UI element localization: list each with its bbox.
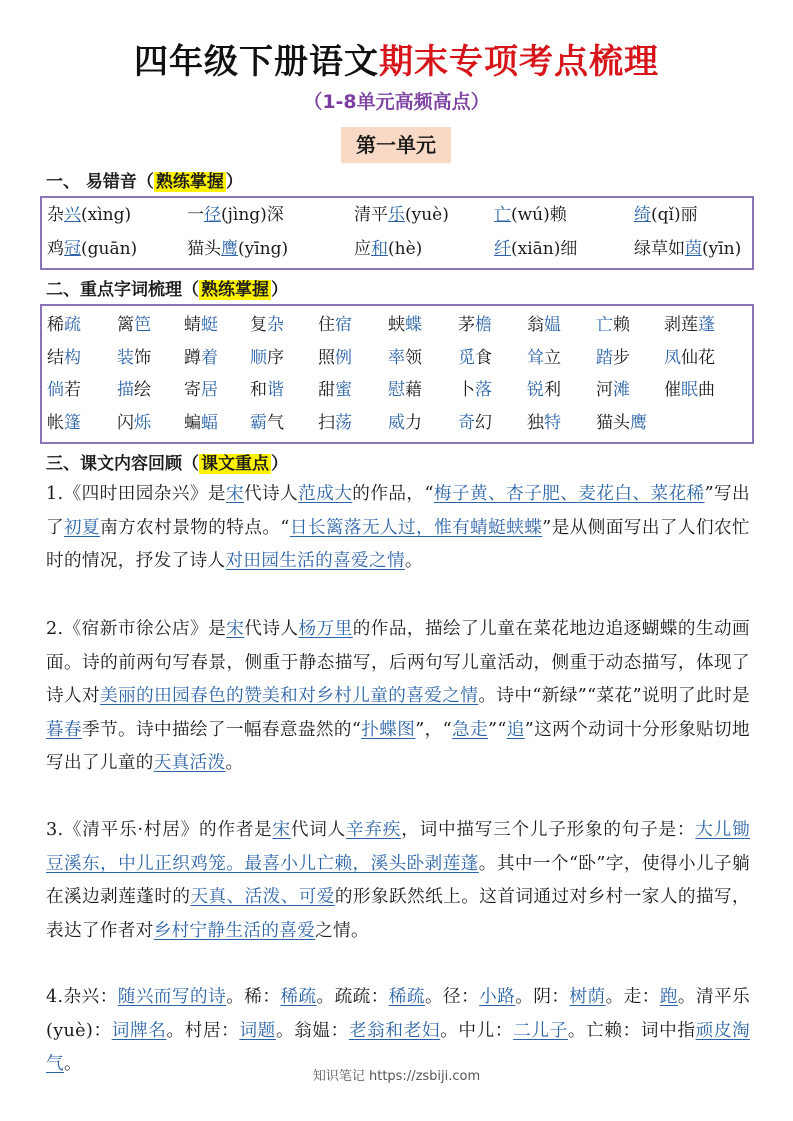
key-char: 媪 xyxy=(544,315,561,335)
key-char: 锐 xyxy=(527,380,544,400)
text-after: 曲 xyxy=(698,380,715,400)
key-char: 檐 xyxy=(475,315,492,335)
key-char: 踏 xyxy=(596,347,613,368)
key-char: 蜓 xyxy=(201,315,218,335)
answer-underlined: 顽皮淘气 xyxy=(46,1020,751,1075)
text-after: 幻 xyxy=(475,412,492,433)
vocabulary-word xyxy=(596,378,630,402)
text-after: 气 xyxy=(267,412,284,433)
text-after: 仙花 xyxy=(681,347,715,368)
vocabulary-word xyxy=(250,346,284,370)
key-char: 蝶 xyxy=(405,315,422,335)
vocabulary-word xyxy=(596,313,630,337)
key-char: 构 xyxy=(64,347,81,368)
answer-underlined: 暮春 xyxy=(46,719,82,740)
paragraph-text: 3.《清平乐·村居》的作者是 xyxy=(46,820,273,840)
text-before: 篱 xyxy=(117,315,134,335)
vocabulary-word xyxy=(458,346,492,370)
section-heading-vocabulary xyxy=(46,276,288,304)
text-before: 蛱 xyxy=(388,315,405,335)
text-before: 蝙 xyxy=(184,412,201,433)
answer-underlined: 老翁和老妇 xyxy=(348,1020,441,1041)
key-char: 凤 xyxy=(664,347,681,368)
pronunciation-item xyxy=(47,237,137,261)
highlight-tag: 课文重点 xyxy=(201,454,269,474)
title-part-red: 期末专项考点梳理 xyxy=(379,42,659,82)
section-prefix: 二、重点字词梳理（ xyxy=(46,280,199,300)
text-before: 复 xyxy=(250,315,267,335)
vocabulary-word xyxy=(184,378,218,402)
key-char: 觅 xyxy=(458,347,475,368)
text-before: 稀 xyxy=(47,315,64,335)
answer-underlined: 美丽的田园春色的赞美和对乡村儿童的喜爱之情 xyxy=(100,686,479,707)
paragraph-text: 的作品，“ xyxy=(352,484,434,504)
answer-underlined: 宋 xyxy=(226,619,245,639)
paragraph-text: 。清平乐(yuè)： xyxy=(46,987,751,1041)
pronunciation-box xyxy=(40,196,754,270)
text-after: (qǐ)丽 xyxy=(651,205,698,225)
answer-underlined: 初夏 xyxy=(64,517,101,538)
text-before: 和 xyxy=(250,380,267,400)
vocabulary-word xyxy=(47,313,81,337)
text-after: (jìng)深 xyxy=(221,205,284,225)
answer-underlined: 杨万里 xyxy=(298,619,353,639)
page-title xyxy=(0,38,793,86)
text-after: 赖 xyxy=(613,315,630,335)
vocabulary-word xyxy=(117,411,151,435)
key-char: 慰 xyxy=(388,380,405,400)
text-after: (yīn) xyxy=(702,239,742,259)
text-after: 序 xyxy=(267,347,284,368)
pronunciation-item xyxy=(494,203,567,227)
text-before: 鸡 xyxy=(47,239,64,259)
paragraph-text: 之情。 xyxy=(315,920,370,941)
footer-watermark: 知识笔记 https://zsbiji.com xyxy=(312,1069,481,1084)
key-char: 和 xyxy=(371,239,388,259)
pronunciation-item xyxy=(354,203,449,227)
vocabulary-word xyxy=(184,313,218,337)
text-after: (wú)赖 xyxy=(511,205,567,225)
answer-underlined: 对田园生活的喜爱之情 xyxy=(225,551,405,572)
key-char: 径 xyxy=(204,205,221,225)
key-char: 冠 xyxy=(64,239,81,259)
answer-underlined: 梅子黄、杏子肥、麦花白、菜花稀 xyxy=(433,484,705,504)
key-char: 装 xyxy=(117,347,134,368)
answer-underlined: 词题 xyxy=(239,1020,276,1041)
answer-underlined: 随兴而写的诗 xyxy=(117,987,227,1007)
text-after: 立 xyxy=(544,347,561,368)
key-char: 荡 xyxy=(335,412,352,433)
title-part-black: 四年级下册语文 xyxy=(134,42,379,82)
paragraph-text: 2.《宿新市徐公店》是 xyxy=(46,619,227,639)
paragraph-text: 。村居： xyxy=(166,1020,240,1041)
text-before: 猫头 xyxy=(596,412,630,433)
paragraph-text: 。亡赖：词中指 xyxy=(567,1020,696,1041)
answer-underlined: 追 xyxy=(506,719,525,740)
answer-underlined: 稀疏 xyxy=(388,987,425,1007)
section-heading-pronunciation xyxy=(46,168,243,196)
text-after: 食 xyxy=(475,347,492,368)
vocabulary-word xyxy=(527,378,561,402)
key-char: 杂 xyxy=(267,315,284,335)
text-after: (yīng) xyxy=(238,239,289,259)
paragraph-text: 。走： xyxy=(605,987,660,1007)
vocabulary-word xyxy=(664,378,715,402)
vocabulary-word xyxy=(527,346,561,370)
vocabulary-word xyxy=(458,313,492,337)
highlight-tag: 熟练掌握 xyxy=(201,280,269,300)
vocabulary-word xyxy=(47,378,81,402)
text-before: 寄 xyxy=(184,380,201,400)
key-char: 鹰 xyxy=(221,239,238,259)
vocabulary-word xyxy=(318,411,352,435)
vocabulary-word xyxy=(388,313,422,337)
vocabulary-word xyxy=(250,313,284,337)
vocabulary-word xyxy=(250,411,284,435)
answer-underlined: 扑蝶图 xyxy=(361,719,416,740)
text-after: 藉 xyxy=(405,380,422,400)
answer-underlined: 宋 xyxy=(272,820,291,840)
pronunciation-item xyxy=(634,237,741,261)
text-before: 清平 xyxy=(354,205,388,225)
paragraph-text: ”写出了 xyxy=(46,484,750,538)
paragraph-text: 。 xyxy=(404,551,423,572)
key-char: 烁 xyxy=(134,412,151,433)
text-before: 一 xyxy=(187,205,204,225)
paragraph-text: 代诗人 xyxy=(244,484,299,504)
text-before: 住 xyxy=(318,315,335,335)
paragraph-text: 。诗中“新绿”“菜花”说明了此时是 xyxy=(478,686,750,707)
key-char: 篷 xyxy=(64,412,81,433)
paragraph-text: 代诗人 xyxy=(244,619,299,639)
text-before: 照 xyxy=(318,347,335,368)
key-char: 鹰 xyxy=(630,412,647,433)
key-char: 居 xyxy=(201,380,218,400)
text-after: 若 xyxy=(64,380,81,400)
paragraph-text: 。疏疏： xyxy=(316,987,389,1007)
paragraph-text: ”这两个动词十分形象贴切地写出了儿童的 xyxy=(46,719,750,774)
key-char: 乐 xyxy=(388,205,405,225)
page-subtitle: （1-8单元高频高点） xyxy=(303,91,490,113)
answer-underlined: 稀疏 xyxy=(280,987,317,1007)
paragraph-text: ”，“ xyxy=(415,719,452,740)
answer-underlined: 辛弃疾 xyxy=(346,820,402,840)
paragraph-text: 。稀： xyxy=(226,987,281,1007)
answer-underlined: 范成大 xyxy=(298,484,353,504)
section-prefix: 一、 易错音（ xyxy=(46,172,154,192)
key-char: 特 xyxy=(544,412,561,433)
answer-underlined: 日长篱落无人过，惟有蜻蜓蛱蝶 xyxy=(289,517,543,538)
answer-underlined: 天真活泼 xyxy=(153,753,226,774)
vocabulary-word xyxy=(596,411,647,435)
answer-underlined: 树荫 xyxy=(569,987,606,1007)
paragraph-text: ，词中描写三个儿子形象的句子是： xyxy=(401,820,696,840)
paragraph-text: 的形象跃然纸上。这首词通过对乡村一家人的描写，表达了作者对 xyxy=(46,887,750,941)
paragraph-text: 。中儿： xyxy=(440,1020,514,1041)
key-char: 眠 xyxy=(681,380,698,400)
text-before: 绿草如 xyxy=(634,239,685,259)
text-before: 甜 xyxy=(318,380,335,400)
text-after: (xìng) xyxy=(81,205,132,225)
section-suffix: ） xyxy=(271,454,288,474)
key-char: 滩 xyxy=(613,380,630,400)
section-suffix: ） xyxy=(271,280,288,300)
vocabulary-box xyxy=(40,304,754,444)
paragraph-text: ”“ xyxy=(488,719,507,740)
paragraph-text: 。 xyxy=(63,1054,82,1075)
pronunciation-item xyxy=(187,237,288,261)
text-before: 茅 xyxy=(458,315,475,335)
paragraph-text: 南方农村景物的特点。“ xyxy=(100,517,290,538)
key-char: 着 xyxy=(201,347,218,368)
paragraph-text: 4.杂兴： xyxy=(46,987,118,1007)
answer-underlined: 小路 xyxy=(479,987,516,1007)
key-char: 纤 xyxy=(494,239,511,259)
vocabulary-word xyxy=(117,346,151,370)
pronunciation-item xyxy=(354,237,422,261)
vocabulary-word xyxy=(318,378,352,402)
vocabulary-word xyxy=(664,313,715,337)
text-after: (guān) xyxy=(81,239,138,259)
key-char: 耸 xyxy=(527,347,544,368)
vocabulary-word xyxy=(388,346,422,370)
key-char: 霸 xyxy=(250,412,267,433)
text-before: 帐 xyxy=(47,412,64,433)
vocabulary-word xyxy=(47,411,81,435)
text-before: 杂 xyxy=(47,205,64,225)
paragraph-text: 。翁媪： xyxy=(275,1020,349,1041)
text-after: 步 xyxy=(613,347,630,368)
key-char: 顺 xyxy=(250,347,267,368)
vocabulary-word xyxy=(117,313,151,337)
text-after: (hè) xyxy=(388,239,423,259)
paragraph-text: 季节。诗中描绘了一幅春意盎然的“ xyxy=(81,719,362,740)
pronunciation-item xyxy=(634,203,698,227)
unit-title: 第一单元 xyxy=(341,127,451,163)
text-after: 领 xyxy=(405,347,422,368)
paragraph-text: 1.《四时田园杂兴》是 xyxy=(46,484,226,504)
text-before: 结 xyxy=(47,347,64,368)
key-char: 笆 xyxy=(134,315,151,335)
text-after: (xiān)细 xyxy=(511,239,578,259)
vocabulary-word xyxy=(458,411,492,435)
section-heading-review xyxy=(46,450,288,478)
key-char: 落 xyxy=(475,380,492,400)
paragraph-text: 。阴： xyxy=(515,987,570,1007)
vocabulary-word xyxy=(527,313,561,337)
key-char: 奇 xyxy=(458,412,475,433)
vocabulary-word xyxy=(184,411,218,435)
text-before: 应 xyxy=(354,239,371,259)
vocabulary-word xyxy=(527,411,561,435)
key-char: 茵 xyxy=(685,239,702,259)
vocabulary-word xyxy=(184,346,218,370)
paragraph-text: 。径： xyxy=(424,987,480,1007)
answer-underlined: 词牌名 xyxy=(111,1020,167,1041)
text-before: 猫头 xyxy=(187,239,221,259)
answer-underlined: 二儿子 xyxy=(513,1020,568,1041)
paragraph-text: ”是从侧面写出了人们农忙时的情况，抒发了诗人 xyxy=(46,517,750,572)
text-after: 利 xyxy=(544,380,561,400)
vocabulary-word xyxy=(388,411,422,435)
pronunciation-item xyxy=(47,203,131,227)
key-char: 宿 xyxy=(335,315,352,335)
section-suffix: ） xyxy=(225,172,243,192)
vocabulary-word xyxy=(250,378,284,402)
review-paragraph-2 xyxy=(46,613,750,781)
answer-underlined: 宋 xyxy=(225,484,245,504)
paragraph-text: 代词人 xyxy=(290,820,347,840)
vocabulary-word xyxy=(318,313,352,337)
text-before: 催 xyxy=(664,380,681,400)
review-paragraph-1 xyxy=(46,478,750,579)
pronunciation-item xyxy=(187,203,284,227)
vocabulary-word xyxy=(388,378,422,402)
key-char: 蓬 xyxy=(698,315,715,335)
highlight-tag: 熟练掌握 xyxy=(155,172,224,192)
key-char: 谐 xyxy=(267,380,284,400)
paragraph-text: 。 xyxy=(225,753,244,774)
vocabulary-word xyxy=(458,378,492,402)
answer-underlined: 急走 xyxy=(451,719,488,740)
paragraph-text: 。其中一个“卧”字，使得小儿子躺在溪边剥莲蓬时的 xyxy=(46,853,751,908)
key-char: 倘 xyxy=(47,380,64,400)
text-before: 蜻 xyxy=(184,315,201,335)
key-char: 威 xyxy=(388,412,405,433)
text-before: 剥莲 xyxy=(664,315,698,335)
text-before: 翁 xyxy=(527,315,544,335)
answer-underlined: 乡村宁静生活的喜爱 xyxy=(153,920,316,941)
vocabulary-word xyxy=(596,346,630,370)
key-char: 疏 xyxy=(64,315,81,335)
key-char: 率 xyxy=(388,347,405,368)
key-char: 蜜 xyxy=(335,380,352,400)
key-char: 绮 xyxy=(634,205,651,225)
text-before: 蹲 xyxy=(184,347,201,368)
key-char: 亡 xyxy=(596,315,613,335)
text-after: (yuè) xyxy=(405,205,449,225)
answer-underlined: 天真、活泼、可爱 xyxy=(190,887,335,908)
vocabulary-word xyxy=(117,378,151,402)
review-paragraph-3 xyxy=(46,814,750,948)
text-before: 卜 xyxy=(458,380,475,400)
answer-underlined: 跑 xyxy=(659,987,678,1007)
section-prefix: 三、课文内容回顾（ xyxy=(46,454,199,474)
text-after: 力 xyxy=(405,412,422,433)
text-before: 闪 xyxy=(117,412,134,433)
pronunciation-item xyxy=(494,237,577,261)
vocabulary-word xyxy=(664,346,715,370)
key-char: 蝠 xyxy=(201,412,218,433)
answer-underlined: 大儿锄豆溪东，中儿正织鸡笼。最喜小儿亡赖，溪头卧剥莲蓬 xyxy=(46,820,751,874)
key-char: 兴 xyxy=(64,205,81,225)
vocabulary-word xyxy=(318,346,352,370)
text-after: 绘 xyxy=(134,380,151,400)
vocabulary-word xyxy=(47,346,81,370)
paragraph-text: 的作品，描绘了儿童在菜花地边追逐蝴蝶的生动画面。诗的前两句写春景，侧重于静态描写，后两句写儿童活动，侧重于动态描写，体现了诗人对 xyxy=(46,619,750,707)
text-before: 独 xyxy=(527,412,544,433)
text-before: 河 xyxy=(596,380,613,400)
key-char: 亡 xyxy=(494,205,511,225)
text-after: 饰 xyxy=(134,347,151,368)
key-char: 例 xyxy=(335,347,352,368)
key-char: 描 xyxy=(117,380,134,400)
text-before: 扫 xyxy=(318,412,335,433)
